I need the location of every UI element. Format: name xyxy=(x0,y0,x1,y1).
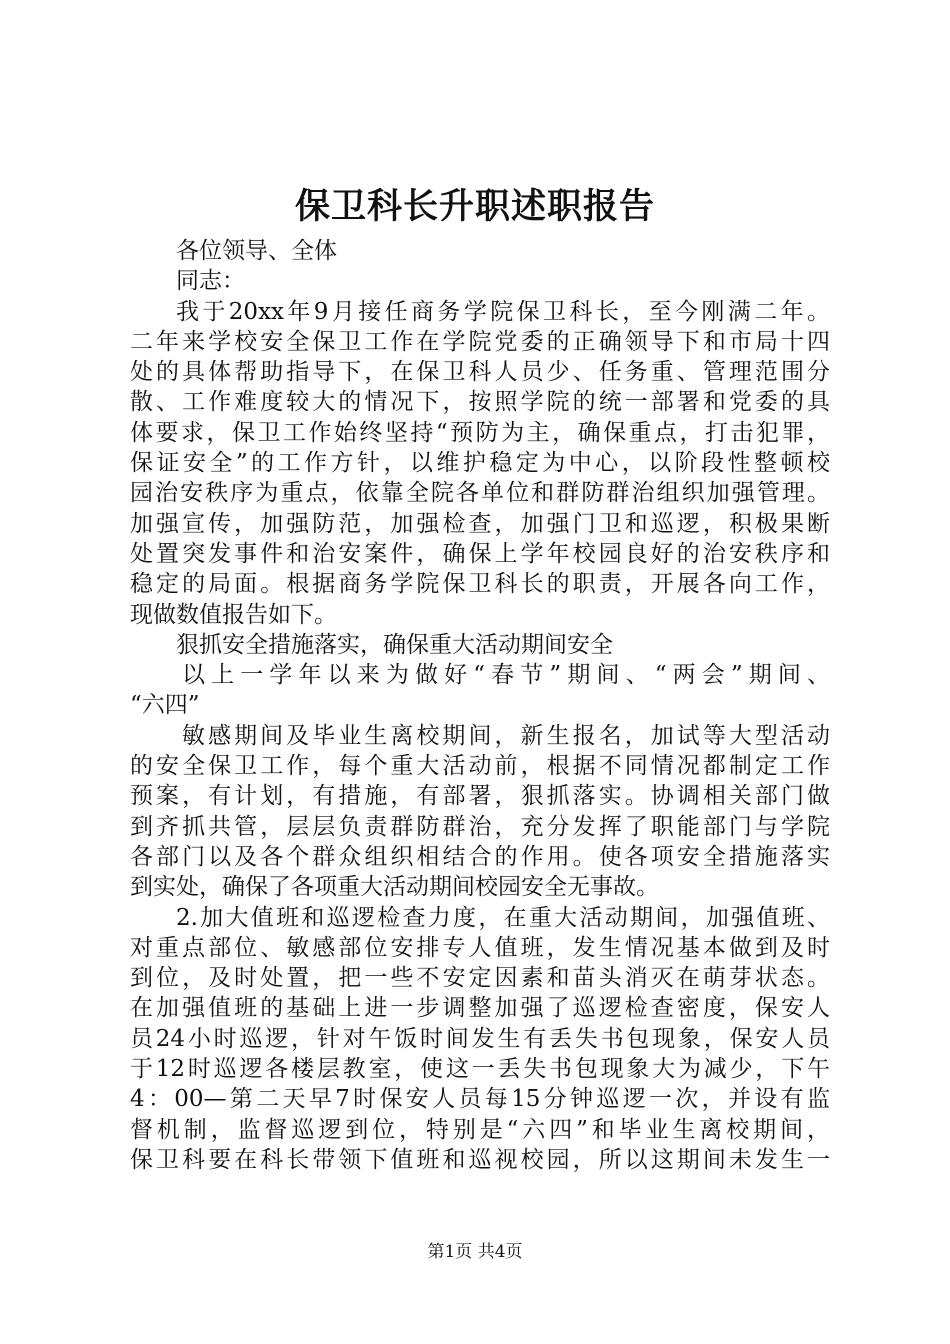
section-heading: 狠抓安全措施落实，确保重大活动期间安全 xyxy=(176,631,613,658)
paragraph-line: 预案，有计划，有措施，有部署，狠抓落实。协调相关部门做 xyxy=(130,783,830,810)
paragraph-line: 2.加大值班和巡逻检查力度，在重大活动期间，加强值班、 xyxy=(176,904,830,931)
paragraph-line: 处的具体帮助指导下，在保卫科人员少、任务重、管理范围分 xyxy=(130,359,830,386)
paragraph-line: 体要求，保卫工作始终坚持“预防为主，确保重点，打击犯罪， xyxy=(130,419,830,446)
salutation-line: 各位领导、全体 xyxy=(176,238,337,264)
paragraph-line: 园治安秩序为重点，依靠全院各单位和群防群治组织加强管理。 xyxy=(130,480,830,507)
document-body xyxy=(130,236,830,1175)
paragraph-line: 各部门以及各个群众组织相结合的作用。使各项安全措施落实 xyxy=(130,843,830,870)
paragraph-line: 保卫科要在科长带领下值班和巡视校园，所以这期间未发生一 xyxy=(130,1146,830,1173)
paragraph-line: 保证安全”的工作方针，以维护稳定为中心，以阶段性整顿校 xyxy=(130,450,830,477)
document-title: 保卫科长升职述职报告 xyxy=(294,186,655,227)
salutation-line: 同志： xyxy=(176,268,245,295)
paragraph-line: 的安全保卫工作，每个重大活动前，根据不同情况都制定工作 xyxy=(130,753,830,780)
paragraph-line: 以上一学年以来为做好“春节”期间、“两会”期间、 xyxy=(182,662,830,689)
page-number: 第1页 共4页 xyxy=(427,1242,523,1262)
paragraph-line: 到实处，确保了各项重大活动期间校园安全无事故。 xyxy=(130,874,659,901)
paragraph-line: 4：00—第二天早7时保安人员每15分钟巡逻一次，并设有监 xyxy=(130,1086,830,1113)
paragraph-line: 在加强值班的基础上进一步调整加强了巡逻检查密度，保安人 xyxy=(130,995,830,1022)
paragraph-line: 到齐抓共管，层层负责群防群治，充分发挥了职能部门与学院 xyxy=(130,813,830,840)
paragraph-line: 员24小时巡逻，针对午饭时间发生有丢失书包现象，保安人员 xyxy=(130,1025,830,1052)
paragraph-line: “六四” xyxy=(130,692,200,719)
paragraph-line: 加强宣传，加强防范，加强检查，加强门卫和巡逻，积极果断 xyxy=(130,510,830,537)
paragraph-line: 现做数值报告如下。 xyxy=(130,601,337,628)
paragraph-line: 稳定的局面。根据商务学院保卫科长的职责，开展各向工作， xyxy=(130,571,830,598)
paragraph-line: 到位，及时处置，把一些不安定因素和苗头消灭在萌芽状态。 xyxy=(130,965,830,992)
paragraph-line: 二年来学校安全保卫工作在学院党委的正确领导下和市局十四 xyxy=(130,328,830,355)
paragraph-line: 我于20xx年9月接任商务学院保卫科长，至今刚满二年。 xyxy=(176,298,830,325)
paragraph-line: 处置突发事件和治安案件，确保上学年校园良好的治安秩序和 xyxy=(130,540,830,567)
paragraph-line: 督机制，监督巡逻到位，特别是“六四”和毕业生离校期间， xyxy=(130,1116,830,1143)
paragraph-line: 散、工作难度较大的情况下，按照学院的统一部署和党委的具 xyxy=(130,389,830,416)
paragraph-line: 对重点部位、敏感部位安排专人值班，发生情况基本做到及时 xyxy=(130,934,830,961)
paragraph-line: 敏感期间及毕业生离校期间，新生报名，加试等大型活动 xyxy=(182,722,830,749)
paragraph-line: 于12时巡逻各楼层教室，使这一丢失书包现象大为减少，下午 xyxy=(130,1056,830,1083)
